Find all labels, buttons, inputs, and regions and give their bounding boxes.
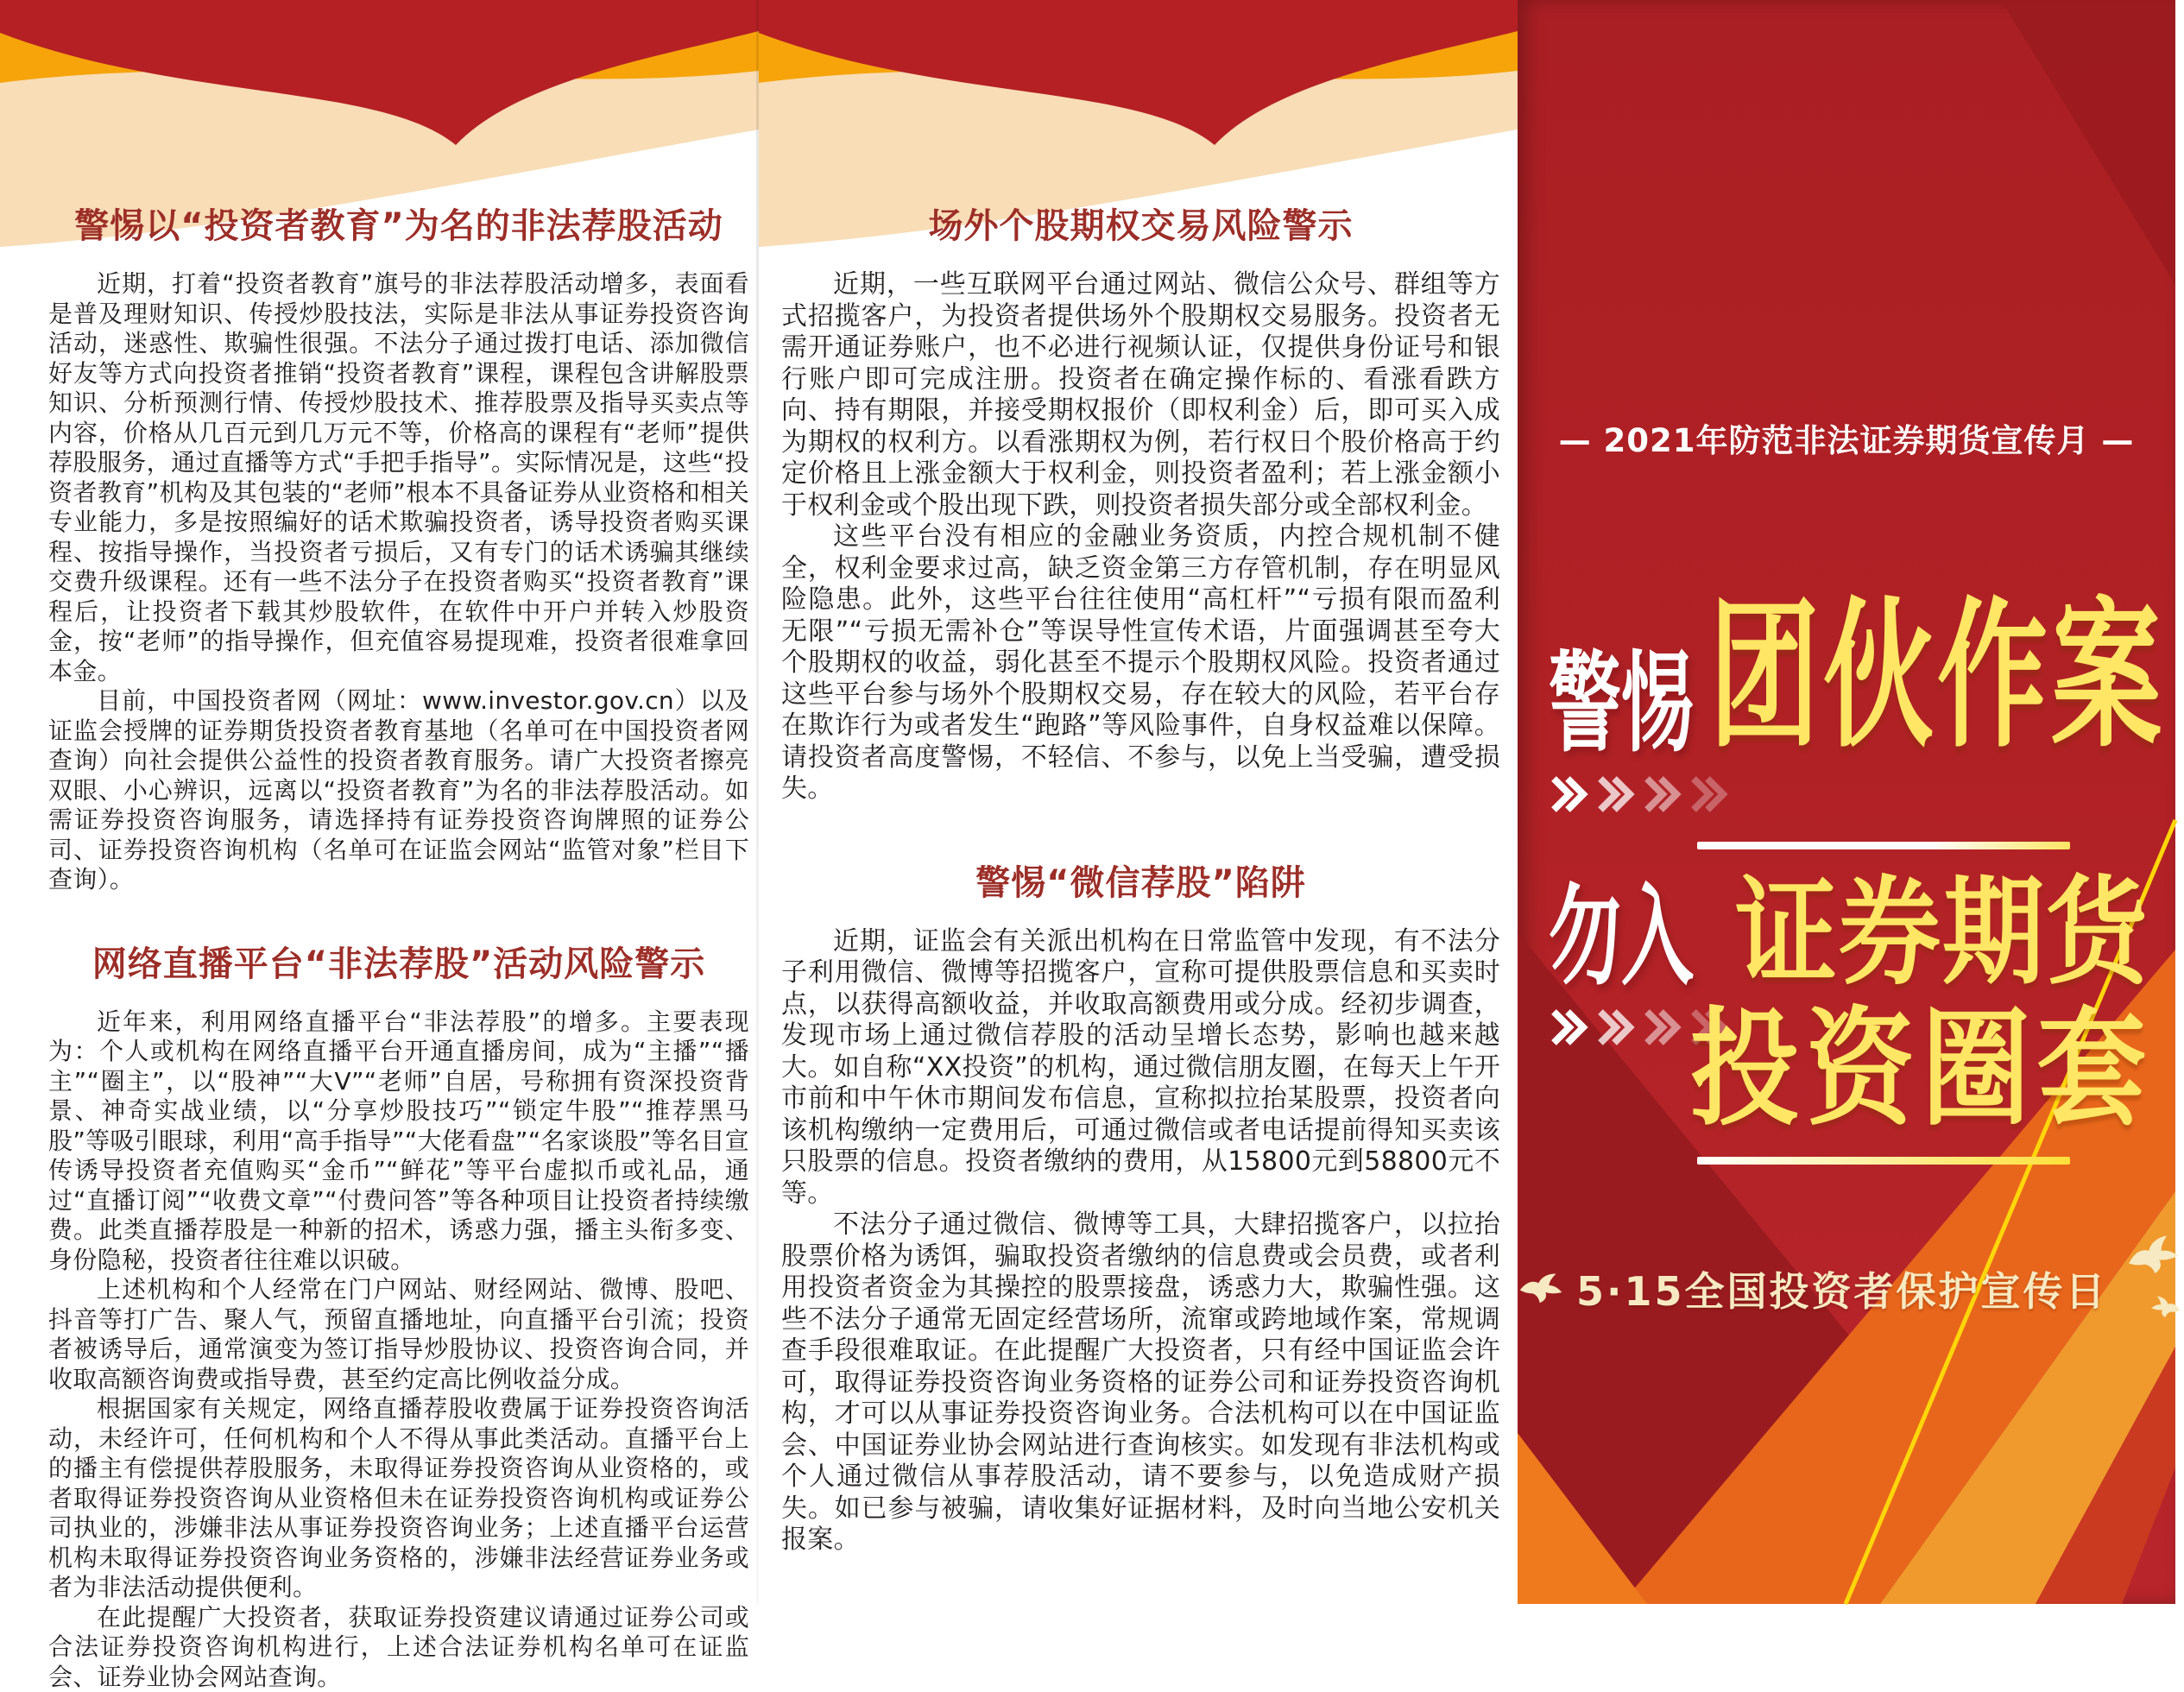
campaign-banner: — 2021年防范非法证券期货宣传月 — xyxy=(1518,414,2175,461)
slogan2-line1: 证券期货 xyxy=(1735,874,2149,975)
panel-cover xyxy=(1518,0,2175,1604)
paragraph: 上述机构和个人经常在门户网站、财经网站、微博、股吧、抖音等打广告、聚人气，预留直播地址，向直播平台引流；投资者被诱导后，通常演变为签订指导炒股协议、投资咨询合同，并收取高额咨询费或指导费，甚至约定高比例收益分成。 xyxy=(48,1275,749,1394)
paragraph: 近期，证监会有关派出机构在日常监管中发现，有不法分子利用微信、微博等招揽客户，宣称可提供股票信息和买卖时点，以获得高额收益，并收取高额费用或分成。经初步调查，发现市场上通过微信荐股的活动呈增长态势，影响也越来越大。如自称“XX投资”的机构，通过微信朋友圈，在每天上午开市前和中午休市期间发布信息，宣称拟拉抬某股票，投资者向该机构缴纳一定费用后，可通过微信或者电话提前得知买卖该只股票的信息。投资者缴纳的费用，从15800元到58800元不等。 xyxy=(781,926,1500,1210)
divider-line xyxy=(1697,842,2070,849)
panel-middle xyxy=(758,0,1518,1604)
dove-icon xyxy=(1518,1270,1564,1308)
protection-day-label: 5·15全国投资者保护宣传日 xyxy=(1576,1260,2108,1317)
paragraph: 近期，打着“投资者教育”旗号的非法荐股活动增多，表面看是普及理财知识、传授炒股技法，实际是非法从事证券投资咨询活动，迷惑性、欺骗性很强。不法分子通过拨打电话、添加微信好友等方式向投资者推销“投资者教育”课程，课程包含讲解股票知识、分析预测行情、传授炒股技术、推荐股票及指导买卖点等内容，价格从几百元到几万元不等，价格高的课程有“老师”提供荐股服务，通过直播等方式“手把手指导”。实际情况是，这些“投资者教育”机构及其包装的“老师”根本不具备证券从业资格和相关专业能力，多是按照编好的话术欺骗投资者，诱导投资者购买课程、按指导操作，当投资者亏损后，又有专门的话术诱骗其继续交费升级课程。还有一些不法分子在投资者购买“投资者教育”课程后，让投资者下载其炒股软件，在软件中开户并转入炒股资金，按“老师”的指导操作，但充值容易提现难，投资者很难拿回本金。 xyxy=(48,269,749,686)
slogan2-line2: 投资圈套 xyxy=(1690,1006,2153,1114)
dove-cluster-icon xyxy=(2120,1247,2176,1330)
section-otc-options-risk xyxy=(781,205,1500,805)
section-heading: 警惕“微信荐股”陷阱 xyxy=(781,862,1500,904)
panel-left xyxy=(0,0,758,1604)
paragraph: 不法分子通过微信、微博等工具，大肆招揽客户，以拉抬股票价格为诱饵，骗取投资者缴纳的信息费或会员费，或者利用投资者资金为其操控的股票接盘，诱惑力大，欺骗性强。这些不法分子通常无固定经营场所，流窜或跨地域作案，常规调查手段很难取证。在此提醒广大投资者，只有经中国证监会许可，取得证券投资咨询业务资格的证券公司和证券投资咨询机构，才可以从事证券投资咨询业务。合法机构可以在中国证监会、中国证券业协会网站进行查询核实。如发现有非法机构或个人通过微信从事荐股活动，请不要参与，以免造成财产损失。如已参与被骗，请收集好证据材料，及时向当地公安机关报案。 xyxy=(781,1209,1500,1556)
paragraph: 目前，中国投资者网（网址：www.investor.gov.cn）以及证监会授牌的证券期货投资者教育基地（名单可在中国投资者网查询）向社会提供公益性的投资者教育服务。请广大投资者擦亮双眼、小心辨识，远离以“投资者教育”为名的非法荐股活动。如需证券投资咨询服务，请选择持有证券投资咨询牌照的证券公司、证券投资咨询机构（名单可在证监会网站“监管对象”栏目下查询）。 xyxy=(48,686,749,895)
section-heading: 警惕以“投资者教育”为名的非法荐股活动 xyxy=(48,205,749,247)
protection-day-banner xyxy=(1518,1247,2175,1330)
paragraph: 在此提醒广大投资者，获取证券投资建议请通过证券公司或合法证券投资咨询机构进行，上述合法证券机构名单可在证监会、证券业协会网站查询。 xyxy=(48,1603,749,1692)
section-livestream-stock-tips xyxy=(48,944,749,1692)
section-heading: 场外个股期权交易风险警示 xyxy=(781,205,1500,247)
section-heading: 网络直播平台“非法荐股”活动风险警示 xyxy=(48,944,749,985)
paragraph: 这些平台没有相应的金融业务资质，内控合规机制不健全，权利金要求过高，缺乏资金第三方存管机制，存在明显风险隐患。此外，这些平台往往使用“高杠杆”“亏损有限而盈利无限”“亏损无需补仓”等误导性宣传术语，片面强调甚至夸大个股期权的收益，弱化甚至不提示个股期权风险。投资者通过这些平台参与场外个股期权交易，存在较大的风险，若平台存在欺诈行为或者发生“跑路”等风险事件，自身权益难以保障。请投资者高度警惕，不轻信、不参与，以免上当受骗，遭受损失。 xyxy=(781,521,1500,805)
paragraph: 近年来，利用网络直播平台“非法荐股”的增多。主要表现为：个人或机构在网络直播平台开通直播房间，成为“主播”“播主”“圈主”，以“股神”“大V”“老师”自居，号称拥有资深投资背景、神奇实战业绩，以“分享炒股技巧”“锁定牛股”“推荐黑马股”等吸引眼球，利用“高手指导”“大佬看盘”“名家谈股”等名目宣传诱导投资者充值购买“金币”“鲜花”等平台虚拟币或礼品，通过“直播订阅”“收费文章”“付费问答”等各种项目让投资者持续缴费。此类直播荐股是一种新的招术，诱惑力强，播主头衔多变、身份隐秘，投资者往往难以识破。 xyxy=(48,1007,749,1276)
divider-line xyxy=(1697,1157,2070,1165)
section-wechat-stock-tips-trap xyxy=(781,862,1500,1556)
chevrons-icon xyxy=(1549,775,1726,813)
slogan2-prefix: 勿入 xyxy=(1549,882,1694,955)
section-investor-education xyxy=(48,205,749,895)
paragraph: 根据国家有关规定，网络直播荐股收费属于证券投资咨询活动，未经许可，任何机构和个人不得从事此类活动。直播平台上的播主有偿提供荐股服务，未取得证券投资咨询从业资格的，或者取得证券投资咨询从业资格但未在证券投资咨询机构或证券公司执业的，涉嫌非法从事证券投资咨询业务；上述直播平台运营机构未取得证券投资咨询业务资格的，涉嫌非法经营证券业务或者为非法活动提供便利。 xyxy=(48,1394,749,1603)
slogan1-main: 团伙作案 xyxy=(1709,597,2165,708)
paragraph: 近期，一些互联网平台通过网站、微信公众号、群组等方式招揽客户，为投资者提供场外个股期权交易服务。投资者无需开通证券账户，也不必进行视频认证，仅提供身份证号和银行账户即可完成注册。投资者在确定操作标的、看涨看跌方向、持有期限，并接受期权报价（即权利金）后，即可买入成为期权的权利方。以看涨期权为例，若行权日个股价格高于约定价格且上涨金额大于权利金，则投资者盈利；若上涨金额小于权利金或个股出现下跌，则投资者损失部分或全部权利金。 xyxy=(781,269,1500,521)
slogan1-prefix: 警惕 xyxy=(1549,649,1694,722)
